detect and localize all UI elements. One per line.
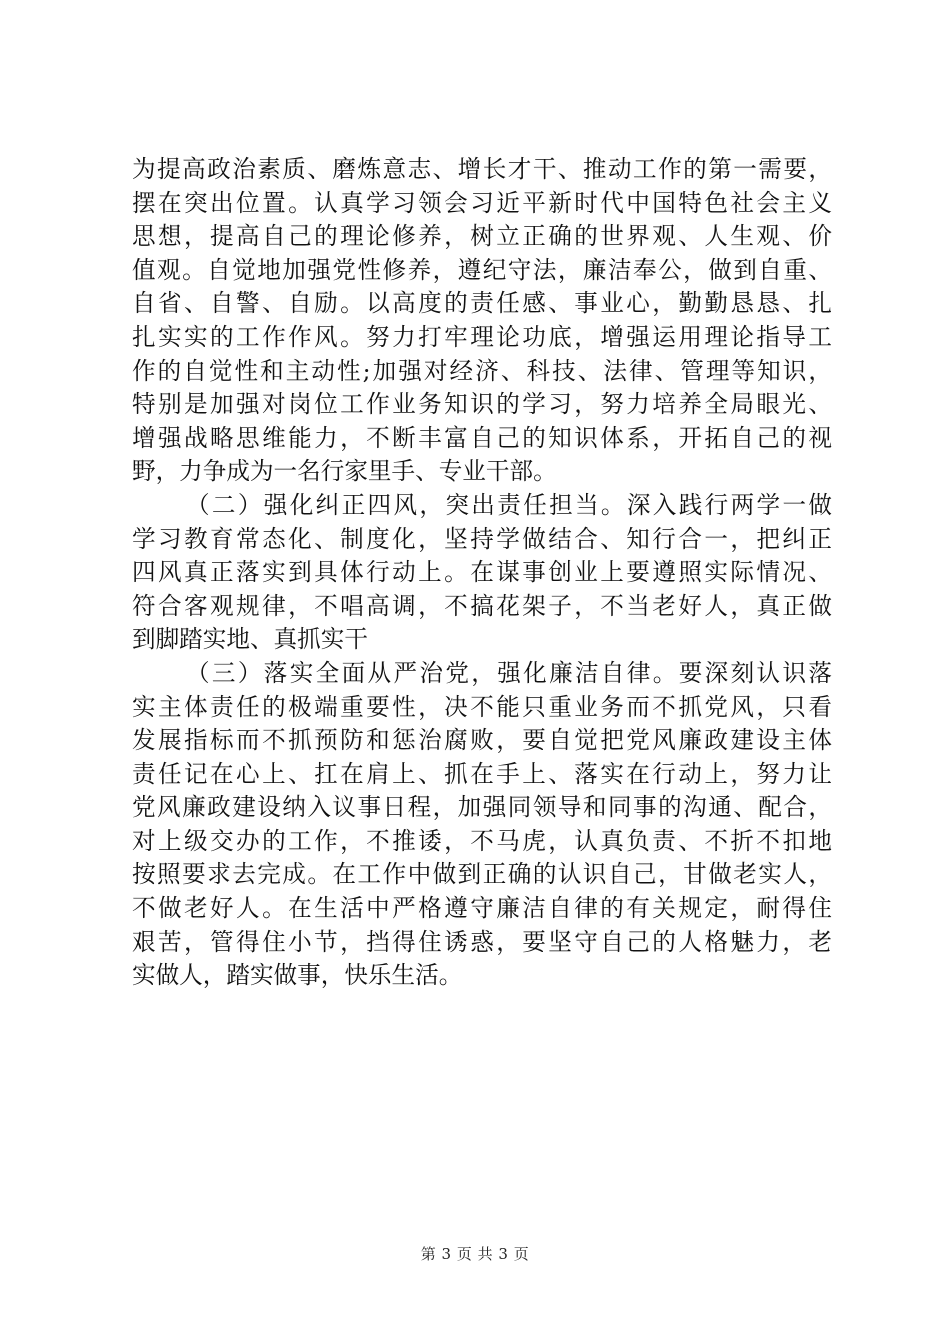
paragraph-line: 为提高政治素质、磨炼意志、增长才干、推动工作的第一需要， <box>132 155 832 183</box>
paragraph-line: 责任记在心上、扛在肩上、抓在手上、落实在行动上，努力让 <box>132 759 832 788</box>
paragraph-line: 实做人，踏实做事，快乐生活。 <box>132 961 463 990</box>
paragraph-line: 对上级交办的工作，不推诿，不马虎，认真负责、不折不扣地 <box>132 826 832 855</box>
paragraph-line: 增强战略思维能力，不断丰富自己的知识体系，开拓自己的视 <box>132 423 832 452</box>
paragraph-line: 党风廉政建设纳入议事日程，加强同领导和同事的沟通、配合， <box>132 793 832 822</box>
paragraph-line: 作的自觉性和主动性;加强对经济、科技、法律、管理等知识， <box>132 356 832 385</box>
paragraph-line: 自省、自警、自励。以高度的责任感、事业心，勤勤恳恳、扎 <box>132 289 832 318</box>
paragraph-heading-line: （二）强化纠正四风，突出责任担当。深入践行两学一做 <box>186 490 832 519</box>
paragraph-line: 扎实实的工作作风。努力打牢理论功底，增强运用理论指导工 <box>132 322 832 351</box>
paragraph-line: 符合客观规律，不唱高调，不搞花架子，不当老好人，真正做 <box>132 591 832 620</box>
paragraph-line: 四风真正落实到具体行动上。在谋事创业上要遵照实际情况、 <box>132 558 832 587</box>
paragraph-line: 发展指标而不抓预防和惩治腐败，要自觉把党风廉政建设主体 <box>132 726 832 755</box>
paragraph-line: 艰苦，管得住小节，挡得住诱惑，要坚守自己的人格魅力，老 <box>132 927 832 956</box>
paragraph-line: 思想，提高自己的理论修养，树立正确的世界观、人生观、价 <box>132 222 832 251</box>
page-number-footer: 第 3 页 共 3 页 <box>420 1245 530 1263</box>
paragraph-line: 按照要求去完成。在工作中做到正确的认识自己，甘做老实人， <box>132 860 832 889</box>
document-body <box>132 153 832 993</box>
paragraph-line: 实主体责任的极端重要性，决不能只重业务而不抓党风，只看 <box>132 692 832 721</box>
paragraph-line: 特别是加强对岗位工作业务知识的学习，努力培养全局眼光、 <box>132 390 832 419</box>
paragraph-line: 到脚踏实地、真抓实干 <box>132 625 368 654</box>
paragraph-line: 学习教育常态化、制度化，坚持学做结合、知行合一，把纠正 <box>132 524 832 553</box>
paragraph-line: 野，力争成为一名行家里手、专业干部。 <box>132 457 557 486</box>
paragraph-line: 不做老好人。在生活中严格遵守廉洁自律的有关规定，耐得住 <box>132 894 832 923</box>
paragraph-line: 值观。自觉地加强党性修养，遵纪守法，廉洁奉公，做到自重、 <box>132 255 832 284</box>
paragraph-line: 摆在突出位置。认真学习领会习近平新时代中国特色社会主义 <box>132 188 832 217</box>
paragraph-heading-line: （三）落实全面从严治党，强化廉洁自律。要深刻认识落 <box>186 658 832 687</box>
